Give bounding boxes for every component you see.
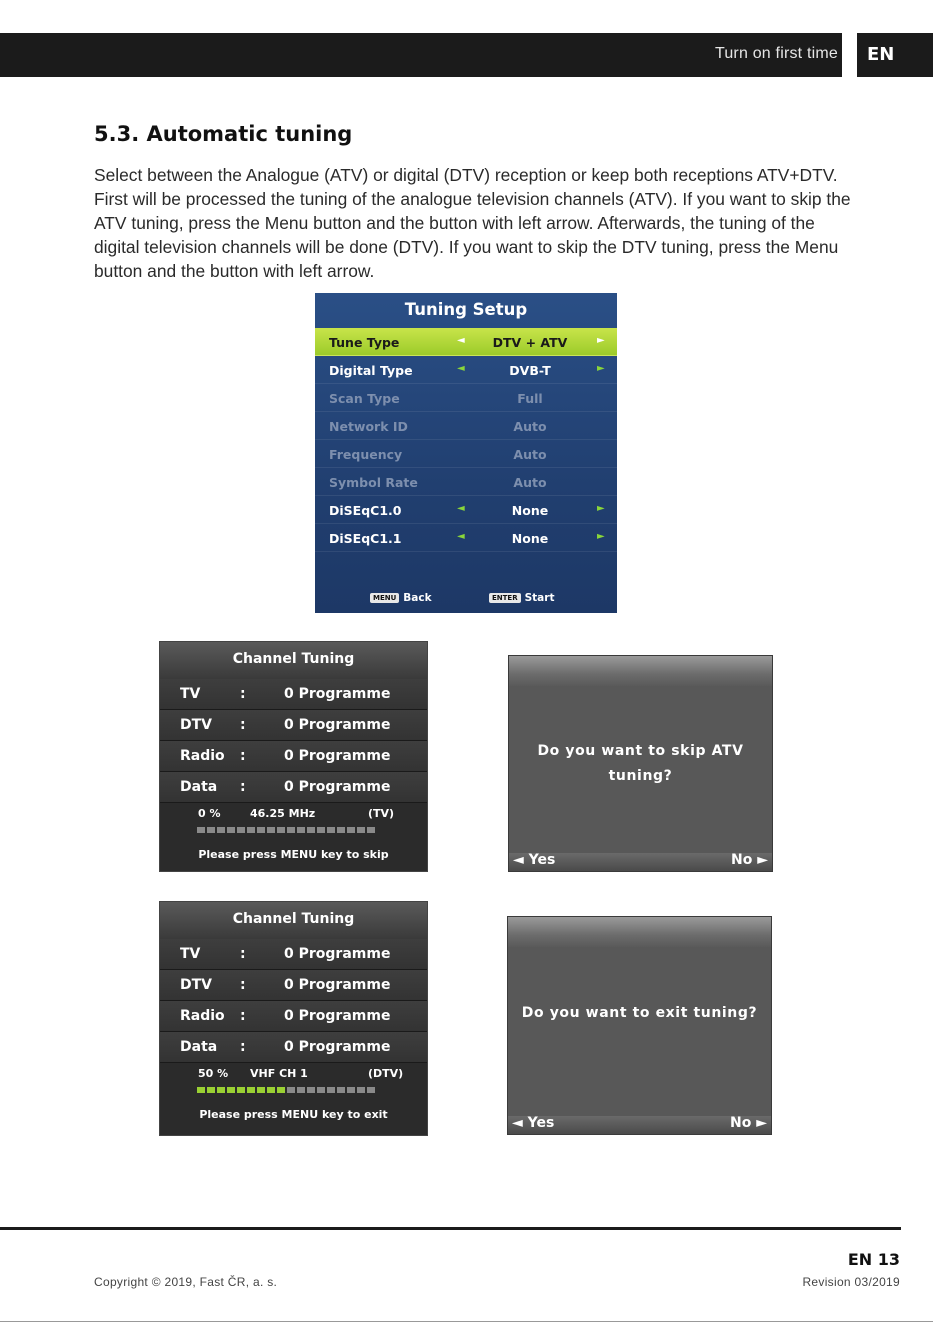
setup-row-label: Digital Type [329, 363, 413, 378]
progress-bar [160, 1083, 427, 1105]
progress-percent: 0 % [198, 807, 221, 820]
channel-row-value: 0 Programme [284, 686, 391, 702]
header-bar [0, 33, 842, 77]
setup-row-value: None [511, 503, 549, 518]
dialog-message [509, 739, 772, 789]
arrow-right-icon: ► [597, 531, 605, 542]
dialog-message-line: tuning? [608, 768, 673, 784]
progress-segment [367, 827, 375, 833]
progress-segment [197, 1087, 205, 1093]
tuning-status [160, 803, 427, 823]
dialog-header [508, 917, 771, 947]
exit-tuning-dialog [507, 916, 772, 1135]
yes-button[interactable]: ◄ Yes [512, 1115, 555, 1131]
channel-row-dtv [160, 970, 427, 1001]
channel-row-tv [160, 939, 427, 970]
revision-text: Revision 03/2019 [802, 1275, 900, 1289]
channel-tuning-dtv-screen [159, 901, 428, 1136]
start-hint [489, 592, 554, 604]
progress-segment [347, 1087, 355, 1093]
setup-row-value: DVB-T [509, 363, 551, 378]
setup-row-digital-type [315, 356, 617, 384]
progress-segment [217, 827, 225, 833]
setup-row-value: Auto [513, 447, 547, 462]
tuning-frequency: VHF CH 1 [250, 1067, 308, 1080]
progress-segment [207, 827, 215, 833]
tuning-setup-title: Tuning Setup [404, 300, 528, 319]
channel-row-separator: : [240, 748, 246, 764]
progress-segment [357, 827, 365, 833]
setup-row-value: None [511, 531, 549, 546]
channel-row-value: 0 Programme [284, 748, 391, 764]
tuning-setup-screen [315, 293, 617, 613]
channel-row-value: 0 Programme [284, 946, 391, 962]
dialog-message-line: Do you want to exit tuning? [521, 1005, 758, 1021]
arrow-right-icon: ► [597, 335, 605, 346]
progress-percent: 50 % [198, 1067, 229, 1080]
setup-row-diseqc11 [315, 524, 617, 552]
channel-row-separator: : [240, 686, 246, 702]
channel-row-value: 0 Programme [284, 977, 391, 993]
channel-row-separator: : [240, 977, 246, 993]
exit-hint: Please press MENU key to exit [199, 1108, 388, 1121]
progress-segment [317, 827, 325, 833]
enter-key-icon: ENTER [489, 593, 521, 603]
channel-row-label: DTV [180, 717, 213, 733]
progress-segment [287, 1087, 295, 1093]
progress-segment [267, 827, 275, 833]
channel-row-label: Radio [180, 748, 225, 764]
progress-segment [367, 1087, 375, 1093]
page-number: EN 13 [847, 1250, 900, 1269]
language-tab [857, 33, 933, 77]
setup-row-symbol-rate [315, 468, 617, 496]
setup-row-label: Network ID [329, 419, 408, 434]
progress-segment [337, 1087, 345, 1093]
arrow-right-icon: ► [597, 503, 605, 514]
back-hint [370, 592, 432, 604]
progress-segment [247, 827, 255, 833]
setup-row-label: DiSEqC1.1 [329, 531, 402, 546]
setup-row-label: Frequency [329, 447, 403, 462]
channel-row-data [160, 772, 427, 803]
setup-row-label: Tune Type [329, 335, 400, 350]
progress-segment [267, 1087, 275, 1093]
dialog-message-line: Do you want to skip ATV [537, 743, 744, 759]
setup-row-value: Auto [513, 475, 547, 490]
channel-row-label: TV [180, 946, 201, 962]
setup-row-frequency [315, 440, 617, 468]
setup-row-tune-type [315, 328, 617, 356]
tuning-frequency: 46.25 MHz [250, 807, 316, 820]
progress-segment [237, 827, 245, 833]
language-label: EN [867, 44, 895, 65]
progress-segment [307, 1087, 315, 1093]
arrow-left-icon: ◄ [457, 335, 465, 346]
setup-row-value: Full [517, 391, 543, 406]
progress-segment [297, 1087, 305, 1093]
tuning-mode: (DTV) [368, 1067, 404, 1080]
arrow-right-icon: ► [597, 363, 605, 374]
section-heading: 5.3. Automatic tuning [94, 122, 353, 146]
channel-row-radio [160, 741, 427, 772]
channel-row-value: 0 Programme [284, 779, 391, 795]
channel-row-separator: : [240, 946, 246, 962]
no-button[interactable]: No ► [730, 1115, 767, 1131]
progress-segment [237, 1087, 245, 1093]
channel-row-separator: : [240, 1039, 246, 1055]
intro-paragraph: Select between the Analogue (ATV) or digital (DTV) reception or keep both receptions ATV+DTV. First will be processed the tuning of the analogue television channels (ATV). If you want to skip the ATV tuning, press the Menu button and the button with left arrow. Afterwards, the tuning of the digital television channels will be done (DTV). If you want to skip the DTV tuning, press the Menu button and the button with left arrow. [94, 165, 851, 281]
progress-segment [317, 1087, 325, 1093]
setup-row-network-id [315, 412, 617, 440]
progress-segment [197, 827, 205, 833]
progress-segment [227, 827, 235, 833]
tuning-mode: (TV) [368, 807, 395, 820]
channel-row-separator: : [240, 717, 246, 733]
setup-row-value: DTV + ATV [492, 335, 568, 350]
progress-segment [227, 1087, 235, 1093]
setup-row-label: DiSEqC1.0 [329, 503, 402, 518]
channel-row-label: TV [180, 686, 201, 702]
back-label: Back [403, 592, 432, 604]
arrow-left-icon: ◄ [457, 363, 465, 374]
arrow-left-icon: ◄ [457, 503, 465, 514]
progress-segment [257, 827, 265, 833]
tuning-status [160, 1063, 427, 1083]
setup-row-scan-type [315, 384, 617, 412]
channel-tuning-title: Channel Tuning [160, 902, 427, 939]
setup-row-label: Symbol Rate [329, 475, 418, 490]
arrow-left-icon: ◄ [457, 531, 465, 542]
channel-row-value: 0 Programme [284, 1039, 391, 1055]
start-label: Start [524, 592, 555, 604]
section-title: Turn on first time [714, 45, 838, 62]
channel-row-separator: : [240, 779, 246, 795]
progress-segment [257, 1087, 265, 1093]
progress-bar [160, 823, 427, 845]
skip-hint: Please press MENU key to skip [198, 848, 389, 861]
progress-segment [287, 827, 295, 833]
progress-segment [347, 827, 355, 833]
channel-row-data [160, 1032, 427, 1063]
channel-row-label: Radio [180, 1008, 225, 1024]
progress-segment [307, 827, 315, 833]
channel-row-tv [160, 679, 427, 710]
setup-row-diseqc10 [315, 496, 617, 524]
bottom-rule [0, 1321, 933, 1322]
progress-segment [217, 1087, 225, 1093]
progress-segment [327, 1087, 335, 1093]
menu-key-icon: MENU [370, 593, 399, 603]
setup-row-label: Scan Type [329, 391, 400, 406]
channel-row-value: 0 Programme [284, 717, 391, 733]
copyright-text: Copyright © 2019, Fast ČR, a. s. [94, 1275, 278, 1289]
progress-segment [297, 827, 305, 833]
dialog-message [508, 1001, 771, 1026]
progress-segment [207, 1087, 215, 1093]
channel-row-dtv [160, 710, 427, 741]
skip-atv-dialog [508, 655, 773, 872]
channel-row-separator: : [240, 1008, 246, 1024]
channel-tuning-title: Channel Tuning [160, 642, 427, 679]
channel-row-label: DTV [180, 977, 213, 993]
yes-button[interactable]: ◄ Yes [513, 852, 556, 868]
progress-segment [337, 827, 345, 833]
progress-segment [247, 1087, 255, 1093]
no-button[interactable]: No ► [731, 852, 768, 868]
channel-tuning-atv-screen [159, 641, 428, 872]
dialog-buttons [508, 1116, 771, 1134]
channel-row-label: Data [180, 1039, 218, 1055]
setup-row-value: Auto [513, 419, 547, 434]
progress-segment [277, 1087, 285, 1093]
channel-row-radio [160, 1001, 427, 1032]
dialog-header [509, 656, 772, 686]
progress-segment [357, 1087, 365, 1093]
channel-row-value: 0 Programme [284, 1008, 391, 1024]
footer-rule [0, 1227, 901, 1230]
progress-segment [327, 827, 335, 833]
channel-row-label: Data [180, 779, 218, 795]
progress-segment [277, 827, 285, 833]
dialog-buttons [509, 853, 772, 871]
